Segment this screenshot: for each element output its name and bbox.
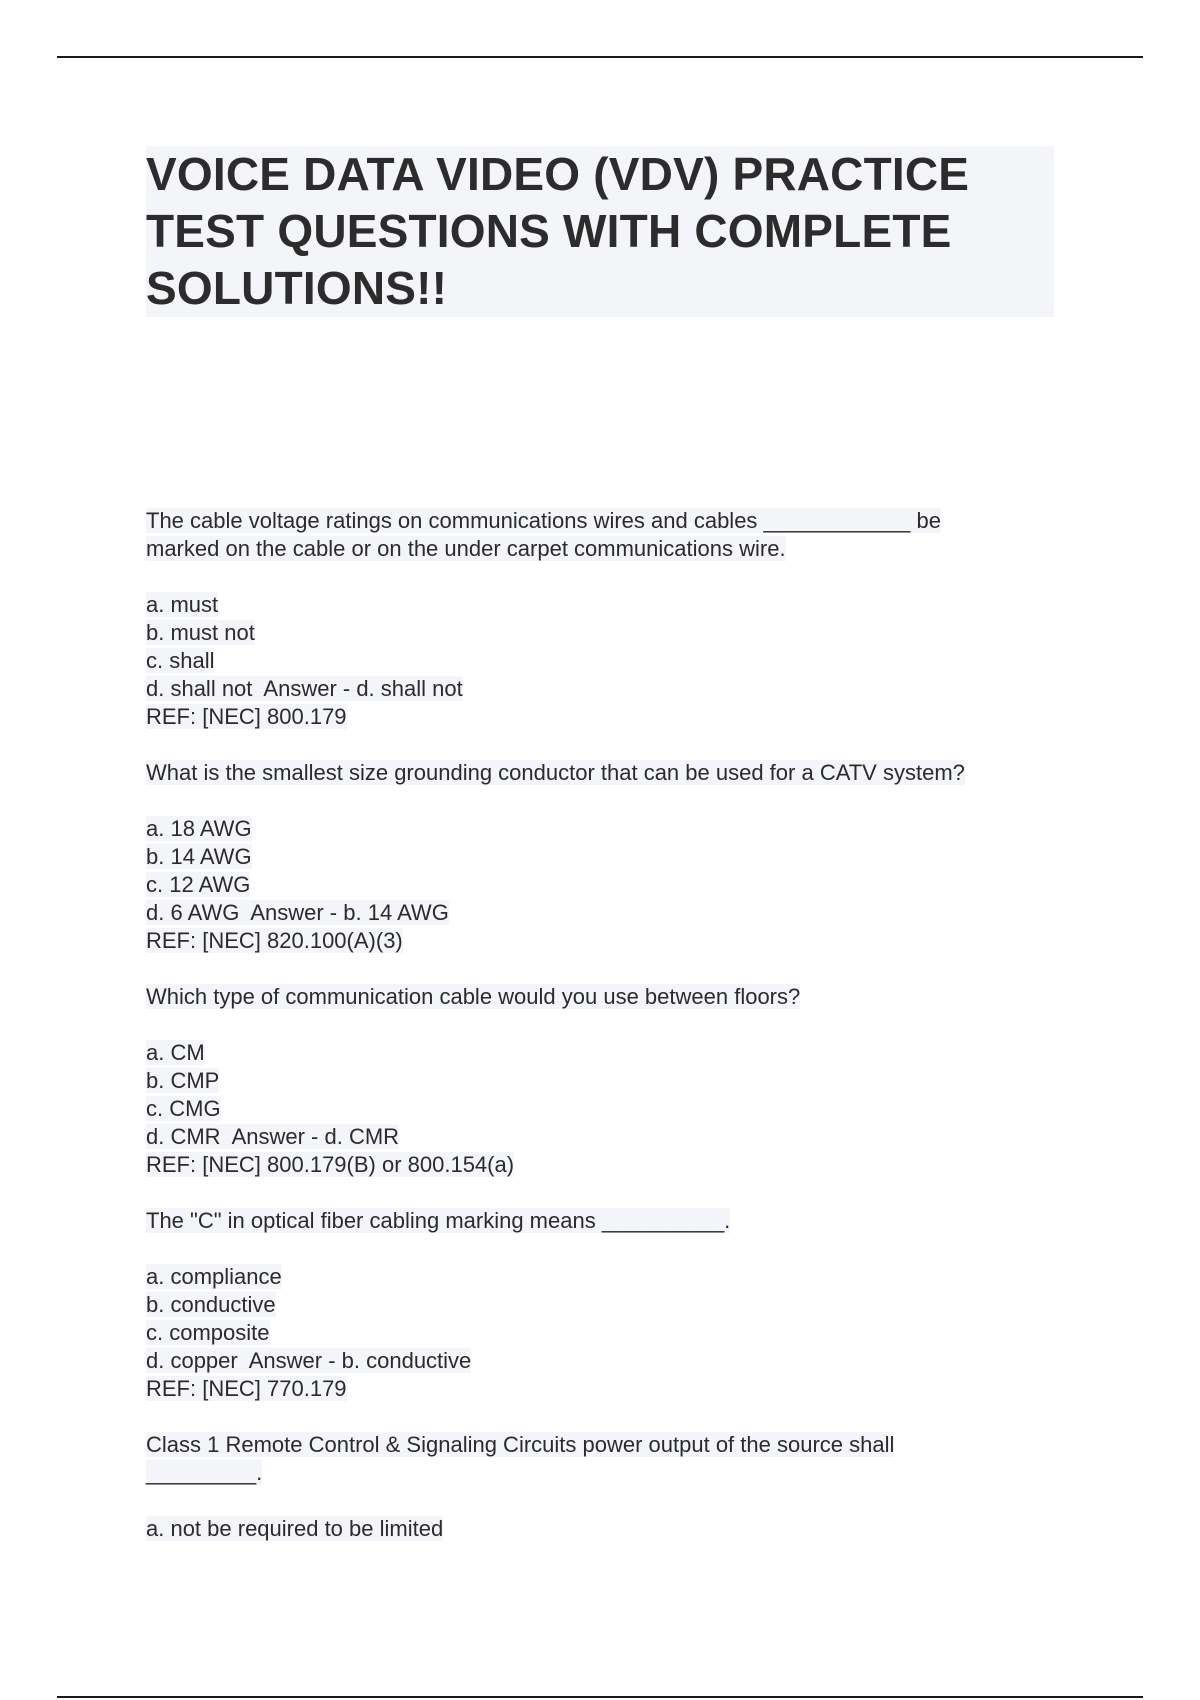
header-rule	[57, 56, 1143, 58]
question-3-option-c: c. CMG	[146, 1096, 221, 1121]
question-1-option-c: c. shall	[146, 648, 215, 673]
question-1-option-a: a. must	[146, 592, 219, 617]
question-1-prompt-line-1: The cable voltage ratings on communications wires and cables ____________ be	[146, 508, 941, 533]
document-title	[146, 146, 1054, 317]
question-1-option-d-answer: d. shall not Answer - d. shall not	[146, 676, 463, 701]
question-2-reference: REF: [NEC] 820.100(A)(3)	[146, 928, 403, 953]
question-2-option-d-answer: d. 6 AWG Answer - b. 14 AWG	[146, 900, 449, 925]
question-4-reference: REF: [NEC] 770.179	[146, 1376, 347, 1401]
title-line-1: VOICE DATA VIDEO (VDV) PRACTICE	[146, 148, 970, 200]
question-4-option-b: b. conductive	[146, 1292, 276, 1317]
question-5-prompt-line-2: _________.	[146, 1460, 263, 1485]
question-block-2	[146, 759, 1066, 955]
question-block-3	[146, 983, 1066, 1179]
question-2-option-b: b. 14 AWG	[146, 844, 252, 869]
question-4-prompt-line-1: The "C" in optical fiber cabling marking means __________.	[146, 1208, 731, 1233]
title-line-3: SOLUTIONS!!	[146, 262, 448, 314]
question-3-option-d-answer: d. CMR Answer - d. CMR	[146, 1124, 400, 1149]
question-5-option-a: a. not be required to be limited	[146, 1516, 444, 1541]
question-block-4	[146, 1207, 1066, 1403]
question-1-option-b: b. must not	[146, 620, 255, 645]
question-3-option-a: a. CM	[146, 1040, 205, 1065]
question-4-option-c: c. composite	[146, 1320, 270, 1345]
question-2-option-a: a. 18 AWG	[146, 816, 252, 841]
document-body	[146, 146, 1066, 1571]
question-5-prompt-line-1: Class 1 Remote Control & Signaling Circuits power output of the source shall	[146, 1432, 895, 1457]
question-3-reference: REF: [NEC] 800.179(B) or 800.154(a)	[146, 1152, 515, 1177]
question-1-reference: REF: [NEC] 800.179	[146, 704, 347, 729]
question-3-prompt-line-1: Which type of communication cable would you use between floors?	[146, 984, 801, 1009]
question-block-1	[146, 507, 1066, 731]
question-3-option-b: b. CMP	[146, 1068, 220, 1093]
question-block-5	[146, 1431, 1066, 1543]
footer-rule	[57, 1696, 1143, 1698]
question-2-prompt-line-1: What is the smallest size grounding conductor that can be used for a CATV system?	[146, 760, 965, 785]
title-line-2: TEST QUESTIONS WITH COMPLETE	[146, 205, 952, 257]
question-2-option-c: c. 12 AWG	[146, 872, 251, 897]
question-1-prompt-line-2: marked on the cable or on the under carpet communications wire.	[146, 536, 786, 561]
question-4-option-a: a. compliance	[146, 1264, 282, 1289]
question-4-option-d-answer: d. copper Answer - b. conductive	[146, 1348, 472, 1373]
